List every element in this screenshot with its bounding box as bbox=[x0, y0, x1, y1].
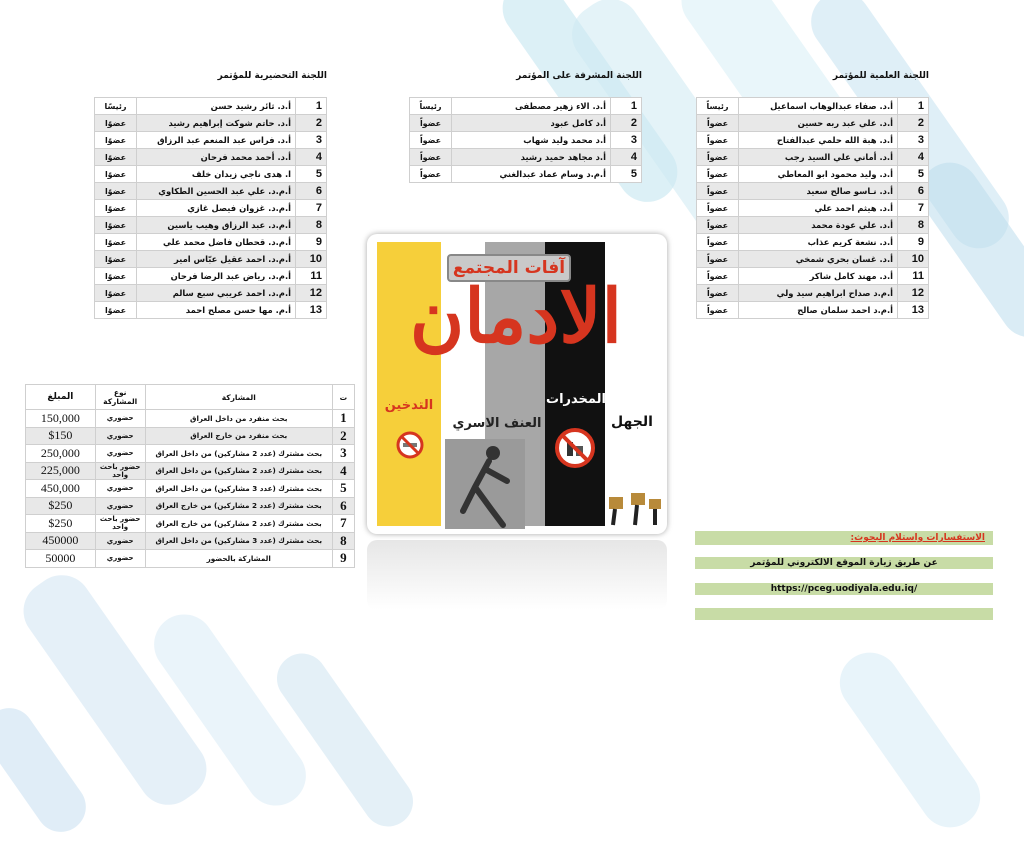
member-role: عضواً bbox=[697, 268, 739, 285]
table-row bbox=[410, 98, 642, 115]
member-role: عضواً bbox=[410, 149, 452, 166]
member-name: أ.د كامل عبود bbox=[452, 115, 611, 132]
fee-type: حضور باحث واحد bbox=[95, 515, 145, 533]
member-number: 5 bbox=[898, 166, 929, 183]
fee-type: حضوري bbox=[95, 497, 145, 515]
table-row bbox=[95, 149, 327, 166]
member-role: عضوًا bbox=[95, 302, 137, 319]
member-name: أ.د. علي عبد ربه حسين bbox=[739, 115, 898, 132]
fee-type: حضوري bbox=[95, 480, 145, 498]
member-role: عضواً bbox=[410, 132, 452, 149]
poster-label-smoking: التدخين bbox=[384, 398, 434, 413]
member-role: رئيسًا bbox=[95, 98, 137, 115]
fee-amount: $250 bbox=[26, 497, 96, 515]
fee-amount: 225,000 bbox=[26, 462, 96, 480]
fee-number: 4 bbox=[332, 462, 354, 480]
member-name: أ.د. أحمد محمد فرحان bbox=[137, 149, 296, 166]
table-row bbox=[410, 166, 642, 183]
member-number: 12 bbox=[296, 285, 327, 302]
member-number: 13 bbox=[898, 302, 929, 319]
table-row bbox=[95, 183, 327, 200]
member-role: عضوًا bbox=[95, 132, 137, 149]
member-number: 1 bbox=[898, 98, 929, 115]
table-row bbox=[697, 132, 929, 149]
fee-amount: 50000 bbox=[26, 550, 96, 568]
member-number: 2 bbox=[898, 115, 929, 132]
preparatory-committee-title: اللجنة التحضيرية للمؤتمر bbox=[217, 71, 327, 81]
member-number: 2 bbox=[296, 115, 327, 132]
table-row bbox=[26, 480, 355, 498]
poster-label-violence: العنف الاسري bbox=[452, 416, 542, 431]
table-row bbox=[697, 200, 929, 217]
member-name: ا. هدى ناجي زيدان خلف bbox=[137, 166, 296, 183]
member-name: أ.د. هيثم احمد علي bbox=[739, 200, 898, 217]
member-role: عضوًا bbox=[95, 149, 137, 166]
member-name: أ.م.د. غزوان فيصل غازي bbox=[137, 200, 296, 217]
member-number: 11 bbox=[296, 268, 327, 285]
fee-amount: 250,000 bbox=[26, 445, 96, 463]
table-row bbox=[697, 285, 929, 302]
member-role: عضوًا bbox=[95, 234, 137, 251]
table-row bbox=[697, 183, 929, 200]
table-row bbox=[697, 166, 929, 183]
table-row bbox=[26, 550, 355, 568]
member-role: عضواً bbox=[697, 302, 739, 319]
member-number: 10 bbox=[296, 251, 327, 268]
fee-amount: $150 bbox=[26, 427, 96, 445]
poster-big-word: الادمان bbox=[409, 274, 623, 360]
table-row bbox=[26, 532, 355, 550]
member-name: أ.د. صفاء عبدالوهاب اسماعيل bbox=[739, 98, 898, 115]
fee-type: حضوري bbox=[95, 410, 145, 428]
member-number: 2 bbox=[611, 115, 642, 132]
fee-description: المشاركة بالحضور bbox=[145, 550, 332, 568]
member-role: عضواً bbox=[410, 115, 452, 132]
fee-description: بحث مشترك (عدد 2 مشاركين) من خارج العراق bbox=[145, 497, 332, 515]
member-role: عضوًا bbox=[95, 268, 137, 285]
member-number: 8 bbox=[898, 217, 929, 234]
member-number: 1 bbox=[611, 98, 642, 115]
table-row bbox=[95, 132, 327, 149]
member-role: عضواً bbox=[697, 115, 739, 132]
member-number: 4 bbox=[296, 149, 327, 166]
member-role: عضواً bbox=[697, 166, 739, 183]
member-name: أ.م.د احمد سلمان صالح bbox=[739, 302, 898, 319]
no-drugs-icon bbox=[553, 426, 597, 470]
member-number: 8 bbox=[296, 217, 327, 234]
table-row bbox=[697, 98, 929, 115]
member-name: أ.م.د. رياض عبد الرضا فرحان bbox=[137, 268, 296, 285]
member-number: 10 bbox=[898, 251, 929, 268]
member-number: 7 bbox=[898, 200, 929, 217]
people-carrying-boxes-icon bbox=[605, 489, 665, 529]
fee-description: بحث مشترك (عدد 2 مشاركين) من داخل العراق bbox=[145, 445, 332, 463]
member-role: عضواً bbox=[697, 251, 739, 268]
scientific-committee-table bbox=[696, 97, 929, 319]
member-number: 7 bbox=[296, 200, 327, 217]
member-role: عضوًا bbox=[95, 217, 137, 234]
fee-number: 6 bbox=[332, 497, 354, 515]
member-number: 6 bbox=[898, 183, 929, 200]
contact-empty-bar bbox=[695, 608, 993, 620]
no-smoking-icon bbox=[395, 430, 425, 460]
supervisory-committee-title: اللجنة المشرفة على المؤتمر bbox=[516, 71, 642, 81]
member-number: 3 bbox=[898, 132, 929, 149]
member-name: أ.د. غسان بحري شمخي bbox=[739, 251, 898, 268]
fee-type: حضوري bbox=[95, 445, 145, 463]
member-name: أ.م.د صداح ابراهيم سيد ولي bbox=[739, 285, 898, 302]
table-row bbox=[95, 268, 327, 285]
member-role: عضوًا bbox=[95, 251, 137, 268]
fee-number: 3 bbox=[332, 445, 354, 463]
table-row bbox=[697, 268, 929, 285]
fee-description: بحث منفرد من داخل العراق bbox=[145, 410, 332, 428]
fee-description: بحث مشترك (عدد 2 مشاركين) من خارج العراق bbox=[145, 515, 332, 533]
table-row bbox=[95, 285, 327, 302]
fee-amount: 450,000 bbox=[26, 480, 96, 498]
member-role: عضوًا bbox=[95, 115, 137, 132]
member-role: عضوًا bbox=[95, 285, 137, 302]
fee-number: 5 bbox=[332, 480, 354, 498]
table-row bbox=[95, 115, 327, 132]
fee-number: 1 bbox=[332, 410, 354, 428]
table-row bbox=[410, 132, 642, 149]
member-name: أ.د. نـاسو صالح سعيد bbox=[739, 183, 898, 200]
table-row bbox=[697, 149, 929, 166]
fee-number: 8 bbox=[332, 532, 354, 550]
table-row bbox=[697, 302, 929, 319]
member-name: أ.د. علي عودة محمد bbox=[739, 217, 898, 234]
member-name: أ.د. حاتم شوكت إبراهيم رشيد bbox=[137, 115, 296, 132]
table-row bbox=[26, 497, 355, 515]
member-role: عضوًا bbox=[95, 183, 137, 200]
member-name: أ.م. مها حسن مصلح احمد bbox=[137, 302, 296, 319]
member-role: عضواً bbox=[697, 234, 739, 251]
fees-header-amount: المبلغ bbox=[26, 385, 96, 410]
member-role: رئيساً bbox=[410, 98, 452, 115]
table-row bbox=[95, 251, 327, 268]
fees-header-participation: المشاركة bbox=[145, 385, 332, 410]
member-number: 1 bbox=[296, 98, 327, 115]
fees-header-no: ت bbox=[332, 385, 354, 410]
table-row bbox=[26, 427, 355, 445]
member-name: أ.م.د. احمد عقيل عبّاس امير bbox=[137, 251, 296, 268]
member-number: 13 bbox=[296, 302, 327, 319]
contact-line: عن طريق زيارة الموقع الالكتروني للمؤتمر bbox=[695, 557, 993, 569]
fee-description: بحث مشترك (عدد 3 مشاركين) من داخل العراق bbox=[145, 532, 332, 550]
table-row bbox=[95, 217, 327, 234]
member-role: عضواً bbox=[697, 149, 739, 166]
table-row bbox=[26, 445, 355, 463]
table-row bbox=[410, 115, 642, 132]
contact-heading: الاستفسارات واستلام البحوث: bbox=[695, 531, 993, 545]
supervisory-committee-table bbox=[409, 97, 642, 183]
member-name: أ.د. مهند كامل شاكر bbox=[739, 268, 898, 285]
table-row bbox=[697, 251, 929, 268]
fee-description: بحث منفرد من خارج العراق bbox=[145, 427, 332, 445]
member-role: رئيساً bbox=[697, 98, 739, 115]
member-name: أ.م.د. عبد الرزاق وهيب ياسين bbox=[137, 217, 296, 234]
member-number: 11 bbox=[898, 268, 929, 285]
table-row bbox=[26, 515, 355, 533]
poster-banner: آفات المجتمع bbox=[447, 254, 571, 282]
table-row bbox=[95, 234, 327, 251]
table-row bbox=[95, 98, 327, 115]
member-role: عضواً bbox=[697, 132, 739, 149]
table-row bbox=[697, 115, 929, 132]
table-row bbox=[95, 166, 327, 183]
scientific-committee-title: اللجنة العلمية للمؤتمر bbox=[832, 71, 929, 81]
member-role: عضواً bbox=[697, 183, 739, 200]
violence-figure-icon bbox=[445, 439, 525, 529]
fee-number: 9 bbox=[332, 550, 354, 568]
poster-label-drugs: المخدرات bbox=[546, 392, 606, 407]
member-number: 6 bbox=[296, 183, 327, 200]
member-name: أ.د. الاء زهير مصطفى bbox=[452, 98, 611, 115]
table-row bbox=[697, 217, 929, 234]
member-name: أ.د. نشعة كريم عذاب bbox=[739, 234, 898, 251]
member-role: عضواً bbox=[410, 166, 452, 183]
table-row bbox=[95, 302, 327, 319]
fee-amount: 150,000 bbox=[26, 410, 96, 428]
member-role: عضواً bbox=[697, 285, 739, 302]
member-name: أ.م.د. علي عبد الحسين الطكاوي bbox=[137, 183, 296, 200]
member-name: أ.د. هبة الله حلمي عبدالفتاح bbox=[739, 132, 898, 149]
fee-description: بحث مشترك (عدد 2 مشاركين) من داخل العراق bbox=[145, 462, 332, 480]
member-name: أ.د مجاهد حميد رشيد bbox=[452, 149, 611, 166]
member-number: 9 bbox=[296, 234, 327, 251]
fee-type: حضوري bbox=[95, 427, 145, 445]
member-number: 5 bbox=[611, 166, 642, 183]
poster-label-ignorance: الجهل bbox=[611, 414, 653, 430]
member-number: 12 bbox=[898, 285, 929, 302]
fee-type: حضوري bbox=[95, 550, 145, 568]
member-role: عضوًا bbox=[95, 200, 137, 217]
member-name: أ.د. أماني علي السيد رجب bbox=[739, 149, 898, 166]
member-role: عضواً bbox=[697, 217, 739, 234]
fee-amount: $250 bbox=[26, 515, 96, 533]
fee-amount: 450000 bbox=[26, 532, 96, 550]
contact-url-link[interactable]: https://pceg.uodiyala.edu.iq/ bbox=[695, 583, 993, 595]
member-number: 4 bbox=[898, 149, 929, 166]
fees-table bbox=[25, 384, 355, 568]
member-number: 5 bbox=[296, 166, 327, 183]
table-row bbox=[697, 234, 929, 251]
member-number: 9 bbox=[898, 234, 929, 251]
member-name: أ.م.د. قحطان فاضل محمد علي bbox=[137, 234, 296, 251]
member-number: 4 bbox=[611, 149, 642, 166]
member-name: أ.م.د. احمد عريبي سبع سالم bbox=[137, 285, 296, 302]
fee-type: حضوري bbox=[95, 532, 145, 550]
fee-number: 7 bbox=[332, 515, 354, 533]
member-name: أ.د محمد وليد شهاب bbox=[452, 132, 611, 149]
member-name: أ.د. ثائر رشيد حسن bbox=[137, 98, 296, 115]
member-name: أ.د. وليد محمود ابو المعاطي bbox=[739, 166, 898, 183]
member-name: أ.د. فراس عبد المنعم عبد الرزاق bbox=[137, 132, 296, 149]
member-role: عضوًا bbox=[95, 166, 137, 183]
fee-description: بحث مشترك (عدد 3 مشاركين) من داخل العراق bbox=[145, 480, 332, 498]
poster-image bbox=[367, 234, 667, 534]
fees-header-type: نوع المشاركة bbox=[95, 385, 145, 410]
member-number: 3 bbox=[611, 132, 642, 149]
member-role: عضواً bbox=[697, 200, 739, 217]
member-name: أ.م.د وسام عماد عبدالغني bbox=[452, 166, 611, 183]
fee-type: حضور باحث واحد bbox=[95, 462, 145, 480]
member-number: 3 bbox=[296, 132, 327, 149]
fee-number: 2 bbox=[332, 427, 354, 445]
poster-reflection bbox=[367, 540, 667, 610]
table-row bbox=[95, 200, 327, 217]
preparatory-committee-table bbox=[94, 97, 327, 319]
table-row bbox=[26, 410, 355, 428]
table-row bbox=[410, 149, 642, 166]
table-row bbox=[26, 462, 355, 480]
